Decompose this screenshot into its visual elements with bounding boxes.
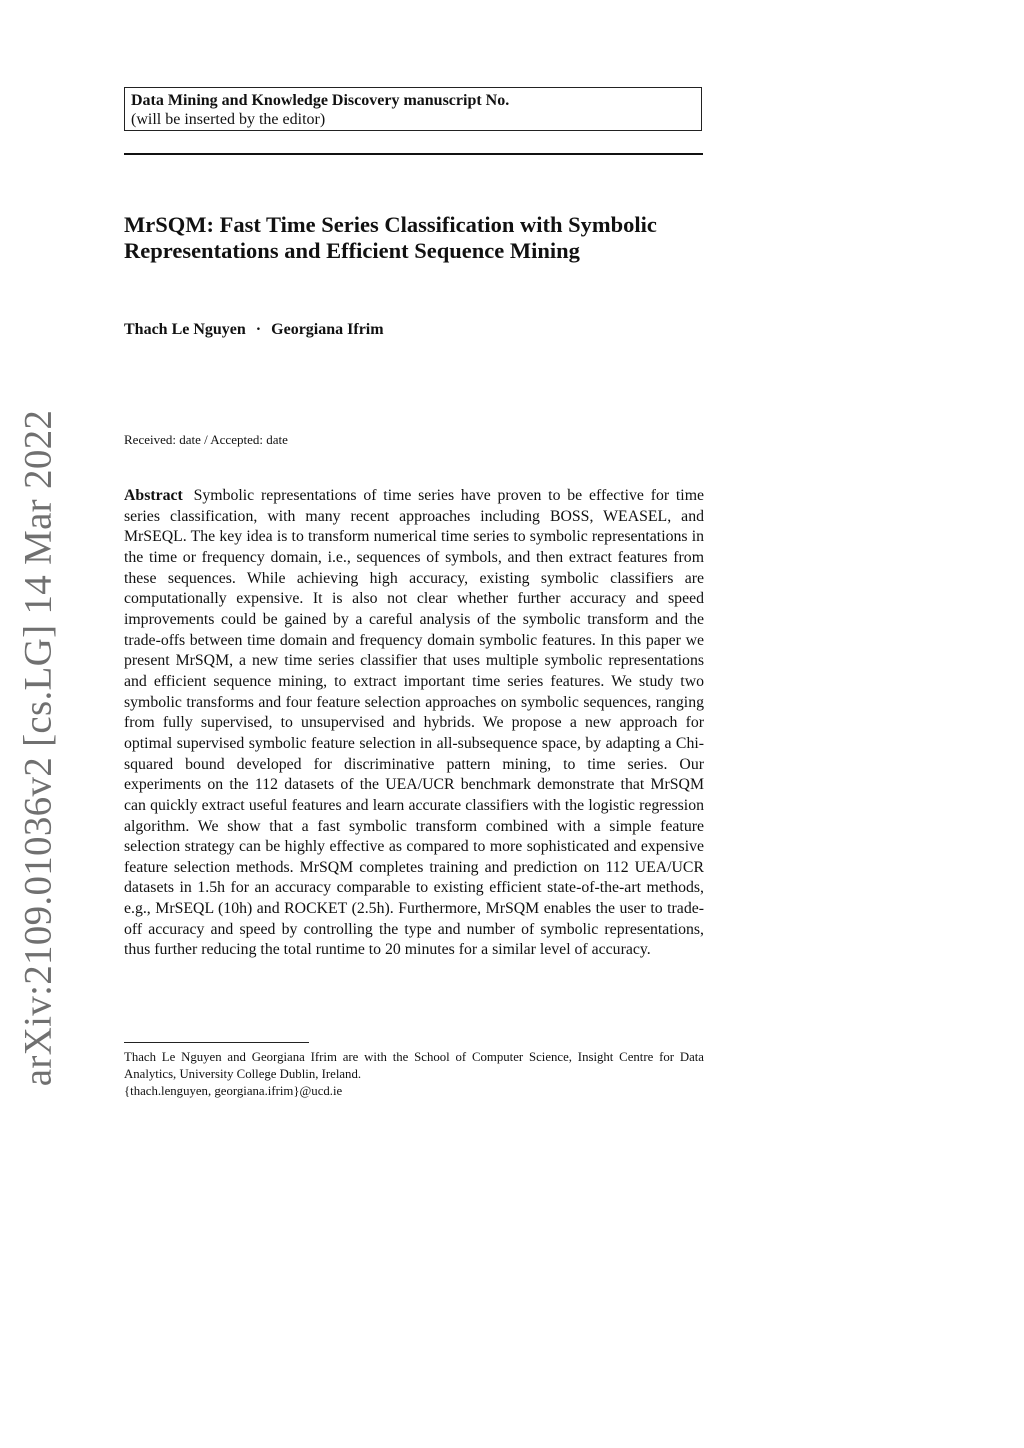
header-rule	[124, 153, 703, 155]
journal-manuscript-line: Data Mining and Knowledge Discovery manuscript No.	[131, 92, 510, 109]
abstract-label: Abstract	[124, 487, 183, 504]
footnote-affiliation: Thach Le Nguyen and Georgiana Ifrim are with the School of Computer Science, Insight Centre for Data Analytics, University College Dublin, Ireland.	[124, 1050, 704, 1081]
footnote	[124, 1049, 704, 1100]
author-name: Georgiana Ifrim	[271, 321, 384, 338]
arxiv-side-stamp: arXiv:2109.01036v2 [cs.LG] 14 Mar 2022	[16, 409, 60, 1087]
footnote-emails: {thach.lenguyen, georgiana.ifrim}@ucd.ie	[124, 1084, 343, 1098]
abstract-paragraph	[124, 486, 704, 961]
author-list	[124, 321, 384, 339]
editor-box	[124, 87, 702, 131]
author-name: Thach Le Nguyen	[124, 321, 246, 338]
editor-insert-note: (will be inserted by the editor)	[131, 111, 326, 128]
received-accepted-line: Received: date / Accepted: date	[124, 432, 288, 447]
author-separator: ·	[255, 321, 262, 338]
abstract-text: Symbolic representations of time series have proven to be effective for time series classification, with many recent approaches including BOSS, WEASEL, and MrSEQL. The key idea is to transform numerical time series to symbolic representations in the time or frequency domain, i.e., sequences of symbols, and then extract features from these sequences. While achieving high accuracy, existing symbolic classifiers are computationally expensive. It is also not clear whether further accuracy and speed improvements could be gained by a careful analysis of the symbolic transform and the trade-offs between time domain and frequency domain symbolic features. In this paper we present MrSQM, a new time series classifier that uses multiple symbolic representations and efficient sequence mining, to extract important time series features. We study two symbolic transforms and four feature selection approaches on symbolic sequences, ranging from fully supervised, to unsupervised and hybrids. We propose a new approach for optimal supervised symbolic feature selection in all-subsequence space, by adapting a Chi-squared bound developed for discriminative pattern mining, to time series. Our experiments on the 112 datasets of the UEA/UCR benchmark demonstrate that MrSQM can quickly extract useful features and learn accurate classifiers with the logistic regression algorithm. We show that a fast symbolic transform combined with a simple feature selection strategy can be highly effective as compared to more sophisticated and expensive feature selection methods. MrSQM completes training and prediction on 112 UEA/UCR datasets in 1.5h for an accuracy comparable to existing efficient state-of-the-art methods, e.g., MrSEQL (10h) and ROCKET (2.5h). Furthermore, MrSQM enables the user to trade-off accuracy and speed by controlling the type and number of symbolic representations, thus further reducing the total runtime to 20 minutes for a similar level of accuracy.	[124, 487, 704, 959]
paper-title: MrSQM: Fast Time Series Classification with Symbolic Representations and Efficient Sequence Mining	[124, 212, 657, 263]
footnote-rule	[124, 1042, 309, 1043]
